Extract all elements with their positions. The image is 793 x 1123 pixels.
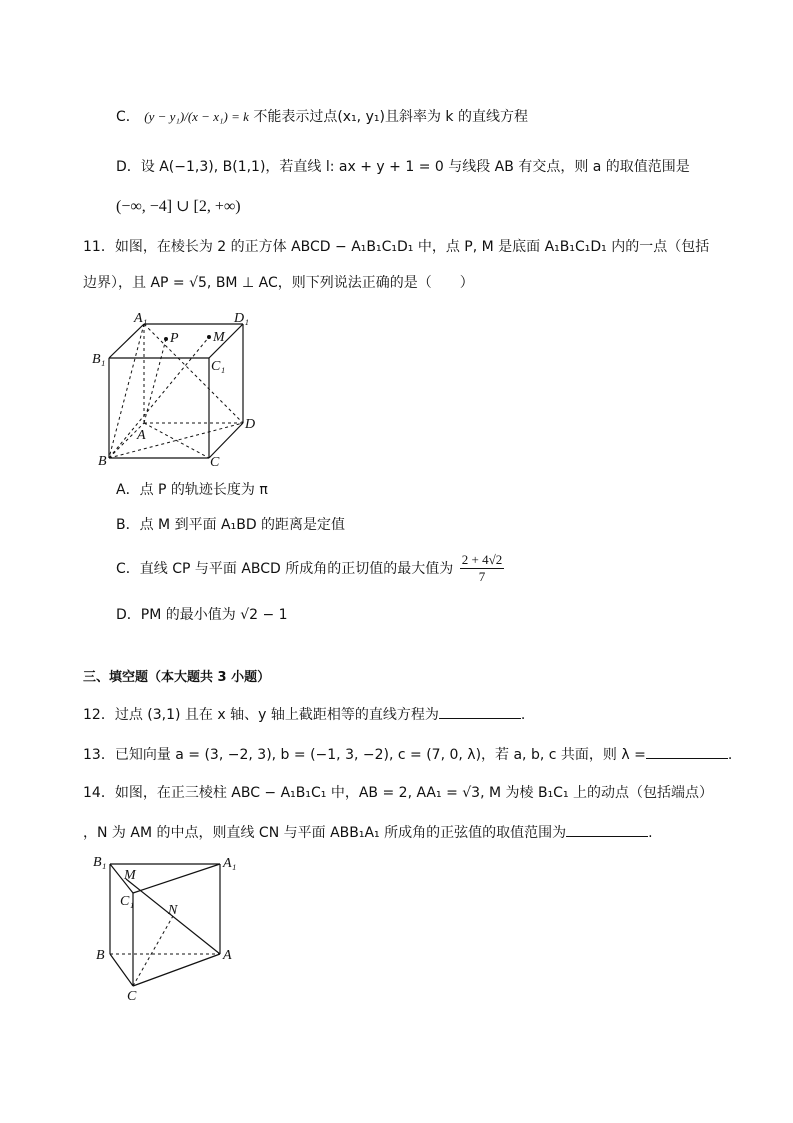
q11-option-c-numerator: 2 + 4√2 [461, 552, 503, 567]
q11-label-a1: A₁ [134, 311, 148, 326]
q11-label-c: C [210, 455, 220, 470]
q14-label-b: B [96, 948, 105, 963]
q11-label-d: D [245, 417, 256, 432]
q13-answer-blank[interactable] [646, 744, 728, 759]
q14-tail: . [648, 825, 653, 841]
q13-tail: . [727, 747, 733, 763]
q11-option-c [116, 552, 504, 592]
q10-option-c-label: C． [116, 109, 140, 125]
q14-label-c: C [127, 989, 137, 1004]
q11-label-a: A [137, 428, 146, 443]
q10-option-c-text: 不能表示过点(x₁, y₁)且斜率为 k 的直线方程 [253, 109, 528, 125]
q11-label-m: M [213, 330, 225, 345]
q10-option-d-text: 设 A(−1,3), B(1,1)，若直线 l: ax + y + 1 = 0 与线段 AB 有交点，则 a 的取值范围是 [140, 159, 690, 175]
q11-label-c1: C₁ [211, 359, 226, 374]
q12 [83, 704, 525, 725]
q11-option-d: D．PM 的最小值为 √2 − 1 [116, 607, 288, 623]
q11-label-b1: B₁ [92, 352, 106, 367]
q11-option-b: B．点 M 到平面 A₁BD 的距离是定值 [116, 517, 346, 533]
q11-option-c-text: C．直线 CP 与平面 ABCD 所成角的正切值的最大值为 [116, 560, 454, 577]
q11-option-c-denominator: 7 [478, 569, 486, 584]
q14-label-a1: A₁ [223, 856, 237, 871]
q10-option-d-range: (−∞, −4] ∪ [2, +∞) [116, 198, 241, 215]
q11-stem-line1: 11．如图，在棱长为 2 的正方体 ABCD − A₁B₁C₁D₁ 中，点 P, M 是底面 A₁B₁C₁D₁ 内的一点（包括 [83, 239, 710, 255]
q13 [83, 744, 732, 765]
q14-stem-text: ，N 为 AM 的中点，则直线 CN 与平面 ABB₁A₁ 所成角的正弦值的取值范围为 [83, 825, 567, 841]
q14-stem-line1: 14．如图，在正三棱柱 ABC − A₁B₁C₁ 中，AB = 2, AA₁ = √3, M 为棱 B₁C₁ 上的动点（包括端点） [83, 785, 714, 801]
q14-label-n: N [168, 903, 178, 918]
q12-answer-blank[interactable] [439, 704, 521, 719]
q11-label-d1: D₁ [234, 311, 249, 326]
q12-tail: . [520, 707, 526, 723]
q11-option-c-fraction [460, 552, 504, 585]
q12-text: 12．过点 (3,1) 且在 x 轴、y 轴上截距相等的直线方程为 [83, 707, 439, 723]
q11-label-b: B [98, 454, 107, 469]
q14-label-a: A [223, 948, 232, 963]
q13-text: 13．已知向量 a = (3, −2, 3), b = (−1, 3, −2), c = (7, 0, λ)，若 a, b, c 共面，则 λ = [83, 747, 646, 763]
q10-option-d-label: D． [116, 159, 141, 175]
q11-option-a: A．点 P 的轨迹长度为 π [116, 482, 268, 498]
q11-label-p: P [170, 331, 179, 346]
q14-label-b1: B₁ [93, 855, 107, 870]
q10-option-c [116, 107, 528, 133]
q11-cube-figure [90, 308, 280, 473]
section3-title: 三、填空题（本大题共 3 小题） [83, 670, 271, 685]
q10-option-d [116, 157, 690, 177]
q10-option-c-formula: (y − y₁)/(x − x₁) = k [144, 109, 249, 124]
q14-label-m: M [124, 868, 136, 883]
q14-answer-blank[interactable] [566, 822, 648, 837]
q14-stem-line2 [83, 822, 653, 843]
q11-stem-line2: 边界），且 AP = √5, BM ⊥ AC，则下列说法正确的是（ ） [83, 275, 474, 291]
q14-prism-figure [90, 852, 250, 1007]
q14-label-c1: C₁ [120, 894, 135, 909]
